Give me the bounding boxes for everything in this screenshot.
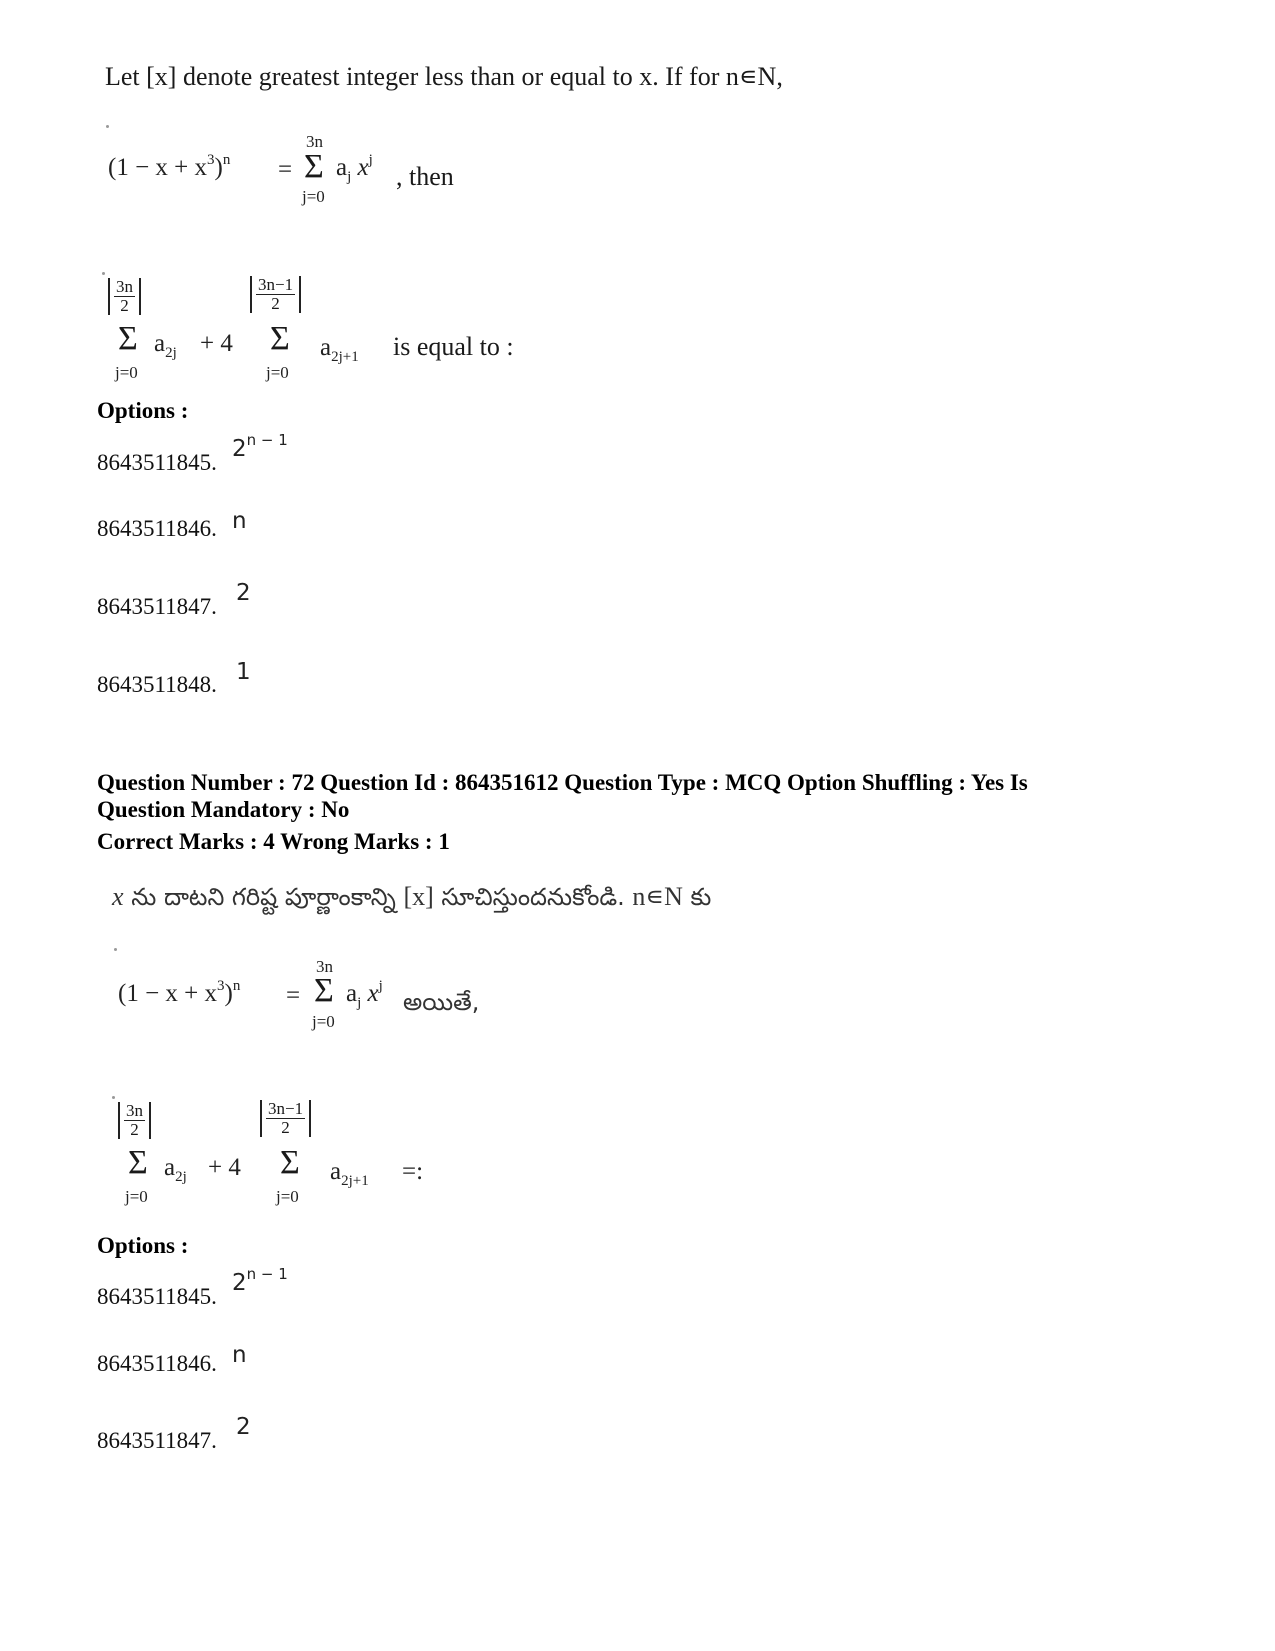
q71-sigma-2-lower: j=0	[266, 363, 289, 382]
q72-option-2-value[interactable]: n	[232, 1342, 247, 1368]
q71-limit-2: $\frac{3n-1}{2}$	[250, 276, 301, 313]
q72-plus-four: + 4	[208, 1154, 241, 1181]
q71-tail: is equal to :	[393, 332, 514, 361]
q72-term-2: $a_{2j+1}$	[330, 1158, 369, 1189]
q71-intro: Let [x] denote greatest integer less than or equal to x. If for n∊N,	[105, 62, 783, 91]
q71-plus-four: + 4	[200, 330, 233, 357]
q71-option-1-id[interactable]: 8643511845.	[97, 450, 217, 475]
q71-sum-lower: j=0	[302, 187, 325, 206]
q71-option-1-value[interactable]: $2^{n - 1}$	[232, 431, 288, 462]
q72-sigma-2-lower: j=0	[276, 1187, 299, 1206]
q71-limit-1: $\frac{3n}{2}$	[108, 278, 141, 315]
q72-sum-term: $a_j$ $x^j$	[346, 978, 383, 1011]
q72-marks: Correct Marks : 4 Wrong Marks : 1	[97, 829, 450, 854]
q72-header-line-1: Question Number : 72 Question Id : 864351612 Question Type : MCQ Option Shuffling : Yes Is	[97, 770, 1028, 795]
q71-options-label: Options :	[97, 398, 189, 423]
q71-sigma-1: Σ	[118, 320, 138, 357]
q72-term-1: $a_{2j}$	[164, 1154, 187, 1185]
q72-sigma-2: Σ	[280, 1144, 300, 1181]
q71-equals: =	[278, 156, 293, 183]
scan-dot	[114, 948, 117, 951]
q72-header-line-2: Question Mandatory : No	[97, 797, 350, 822]
q72-sigma-1-lower: j=0	[125, 1187, 148, 1206]
scan-dot	[102, 272, 105, 275]
q72-option-3-id[interactable]: 8643511847.	[97, 1428, 217, 1453]
q71-option-2-id[interactable]: 8643511846.	[97, 516, 217, 541]
q71-option-3-id[interactable]: 8643511847.	[97, 594, 217, 619]
q72-sum-upper: 3n	[316, 957, 333, 976]
q72-equals: =	[286, 982, 301, 1009]
q71-sigma: Σ	[304, 148, 324, 185]
q72-options-label: Options :	[97, 1233, 189, 1258]
q72-then: అయితే,	[403, 988, 480, 1016]
q72-equation-lhs: $(1 - x + x^3)^n$	[118, 978, 241, 1007]
q72-option-1-value[interactable]: $2^{n - 1}$	[232, 1265, 288, 1296]
q72-option-3-value[interactable]: 2	[236, 1414, 251, 1440]
q72-limit-2: $\frac{3n-1}{2}$	[260, 1100, 311, 1137]
q71-sum-upper: 3n	[306, 132, 323, 151]
q71-term-2: $a_{2j+1}$	[320, 334, 359, 365]
q72-sigma-1: Σ	[128, 1144, 148, 1181]
q71-sigma-1-lower: j=0	[115, 363, 138, 382]
q71-equation-lhs: $(1 - x + x^3)^n$	[108, 152, 231, 181]
scan-dot	[112, 1096, 115, 1099]
q71-option-2-value[interactable]: n	[232, 508, 247, 534]
q71-sum-term: $a_j$ $x^j$	[336, 152, 373, 185]
q71-option-3-value[interactable]: 2	[236, 580, 251, 606]
scan-dot	[106, 125, 109, 128]
q72-limit-1: $\frac{3n}{2}$	[118, 1102, 151, 1139]
q71-sigma-2: Σ	[270, 320, 290, 357]
q72-tail: =:	[402, 1158, 424, 1185]
q71-then: , then	[396, 162, 454, 191]
q72-sigma: Σ	[314, 972, 334, 1009]
q72-option-1-id[interactable]: 8643511845.	[97, 1284, 217, 1309]
q72-option-2-id[interactable]: 8643511846.	[97, 1351, 217, 1376]
q71-option-4-value[interactable]: 1	[236, 659, 251, 685]
q71-option-4-id[interactable]: 8643511848.	[97, 672, 217, 697]
q72-sum-lower: j=0	[312, 1012, 335, 1031]
q71-term-1: $a_{2j}$	[154, 330, 177, 361]
q72-intro: x ను దాటని గరిష్ట పూర్ణాంకాన్ని [x] సూచిస్తుందనుకోండి. n∊N కు	[112, 882, 712, 911]
